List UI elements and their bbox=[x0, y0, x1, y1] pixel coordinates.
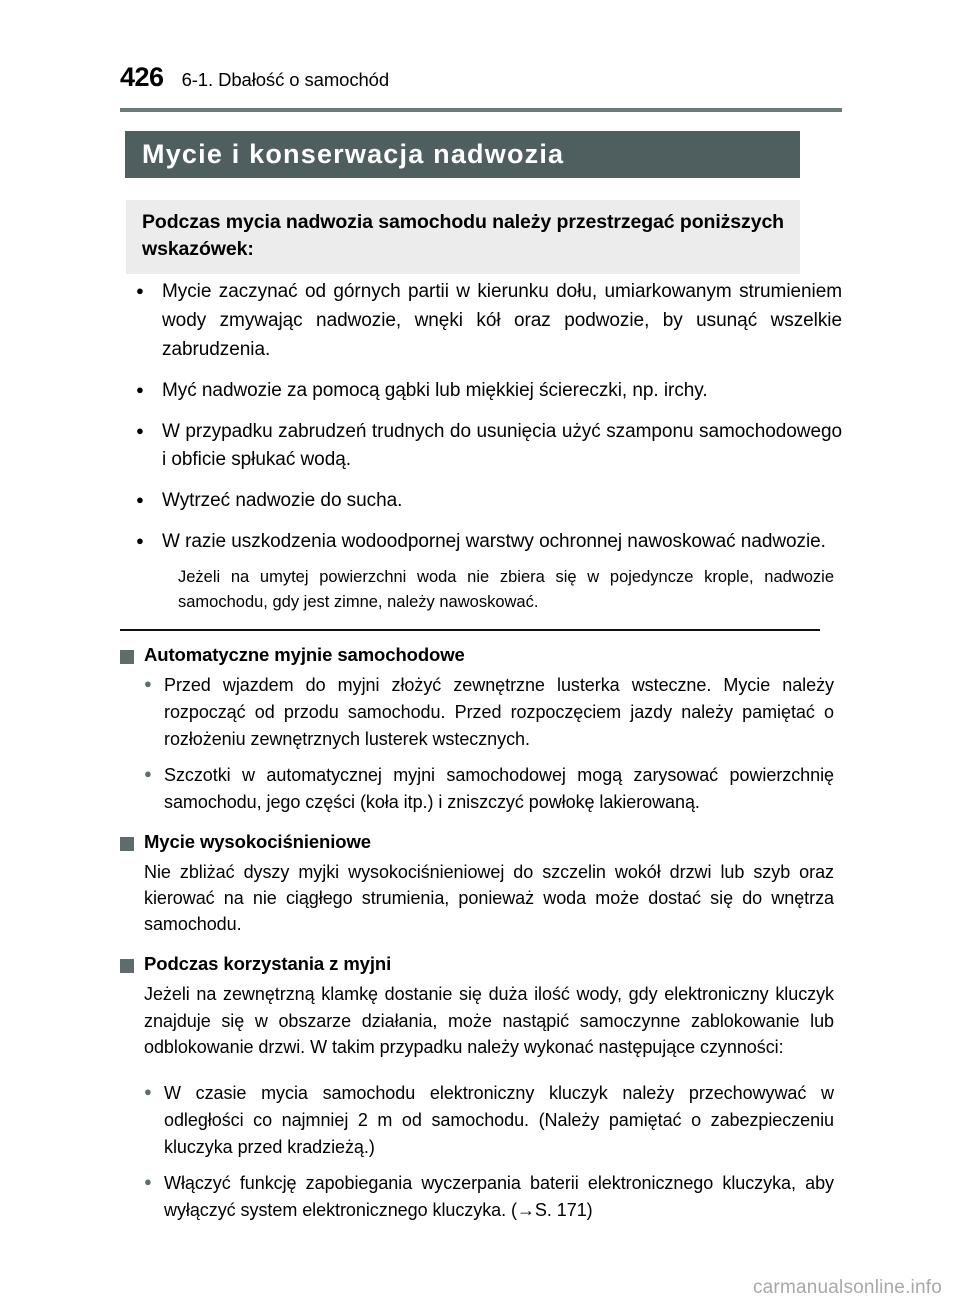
subtitle-callout-box bbox=[126, 200, 800, 274]
bullet-circle-icon bbox=[120, 377, 162, 406]
section-paragraph: Nie zbliżać dyszy myjki wysokociśnieniowej do szczelin wokół drzwi lub szyb oraz kierować na nie ciągłego strumienia, ponieważ woda może dostać się do wnętrza samochodu. bbox=[144, 861, 834, 935]
page-number: 426 bbox=[120, 62, 164, 92]
section-heading bbox=[120, 953, 842, 975]
bullet-circle-icon bbox=[120, 278, 162, 365]
bullet-circle-icon bbox=[144, 1080, 164, 1161]
list-item bbox=[120, 377, 842, 406]
list-item bbox=[120, 418, 842, 476]
body-content bbox=[120, 278, 842, 1233]
running-header bbox=[0, 62, 960, 106]
section-paragraph: Jeżeli na zewnętrzną klamkę dostanie się duża ilość wody, gdy elektroniczny kluczyk znajduje się w obszarze działania, może nastąpić samoczynne zablokowanie lub odblokowanie drzwi. W takim przypadku należy wykonać następujące czynności: bbox=[144, 984, 834, 1057]
square-marker-icon bbox=[120, 650, 134, 664]
list-item-text: Włączyć funkcję zapobiegania wyczerpania baterii elektronicznego kluczyka, aby wyłączyć system elektronicznego kluczyka. (→S. 171) bbox=[164, 1173, 834, 1221]
list-item-text: W przypadku zabrudzeń trudnych do usunięcia użyć szamponu samochodowego i obficie spłukać wodą. bbox=[162, 420, 842, 471]
list-item bbox=[144, 1080, 842, 1161]
bullet-circle-icon bbox=[144, 1170, 164, 1224]
footer-watermark: carmanualsonline.info bbox=[752, 1277, 942, 1298]
section-heading-text: Automatyczne myjnie samochodowe bbox=[144, 643, 465, 665]
list-item-text: Przed wjazdem do myjni złożyć zewnętrzne lusterka wsteczne. Mycie należy rozpocząć od przodu samochodu. Przed rozpoczęciem jazdy należy pamiętać o rozłożeniu zewnętrznych lusterek wstecznych. bbox=[164, 674, 834, 749]
list-item bbox=[120, 278, 842, 365]
section-heading-text: Podczas korzystania z myjni bbox=[144, 953, 392, 975]
section-heading-text: Mycie wysokociśnieniowe bbox=[144, 830, 371, 852]
list-item-text: Wytrzeć nadwozie do sucha. bbox=[162, 490, 403, 512]
bullet-circle-icon bbox=[120, 418, 162, 476]
section-title-text: Mycie i konserwacja nadwozia bbox=[142, 139, 565, 169]
square-marker-icon bbox=[120, 959, 134, 973]
list-item-text: W czasie mycia samochodu elektroniczny kluczyk należy przechowywać w odległości co najmniej 2 m od samochodu. (Należy pamiętać o zabezpieczeniu kluczyka przed kradzieżą.) bbox=[164, 1083, 834, 1158]
bullet-circle-icon bbox=[144, 762, 164, 816]
bullet-circle-icon bbox=[120, 487, 162, 516]
list-item bbox=[144, 672, 842, 753]
header-divider-rule bbox=[120, 108, 842, 112]
list-item-text: Myć nadwozie za pomocą gąbki lub miękkiej ściereczki, np. irchy. bbox=[162, 379, 708, 401]
list-item bbox=[120, 528, 842, 557]
header-section-title: 6-1. Dbałość o samochód bbox=[181, 69, 390, 90]
bullet-circle-icon bbox=[120, 528, 162, 557]
list-item bbox=[144, 762, 842, 816]
section-heading bbox=[120, 644, 842, 666]
subtitle-text: Podczas mycia nadwozia samochodu należy przestrzegać poniższych wskazówek: bbox=[142, 211, 784, 260]
section-divider-rule bbox=[120, 629, 820, 631]
list-item bbox=[120, 487, 842, 516]
section-title-banner bbox=[125, 131, 800, 178]
list-item-text: Mycie zaczynać od górnych partii w kierunku dołu, umiarkowanym strumieniem wody zmywając nadwozie, wnęki kół oraz podwozie, by usunąć wszelkie zabrudzenia. bbox=[162, 281, 842, 360]
intro-note-text: Jeżeli na umytej powierzchni woda nie zbiera się w pojedyncze krople, nadwozie samochodu, gdy jest zimne, należy nawoskować. bbox=[178, 568, 834, 611]
square-marker-icon bbox=[120, 837, 134, 851]
list-item-text: Szczotki w automatycznej myjni samochodowej mogą zarysować powierzchnię samochodu, jego części (koła itp.) i zniszczyć powłokę lakierowaną. bbox=[164, 764, 834, 812]
bullet-circle-icon bbox=[144, 672, 164, 753]
list-item-text: W razie uszkodzenia wodoodpornej warstwy ochronnej nawoskować nadwozie. bbox=[162, 531, 826, 553]
list-item bbox=[144, 1170, 842, 1224]
section-heading bbox=[120, 831, 842, 853]
